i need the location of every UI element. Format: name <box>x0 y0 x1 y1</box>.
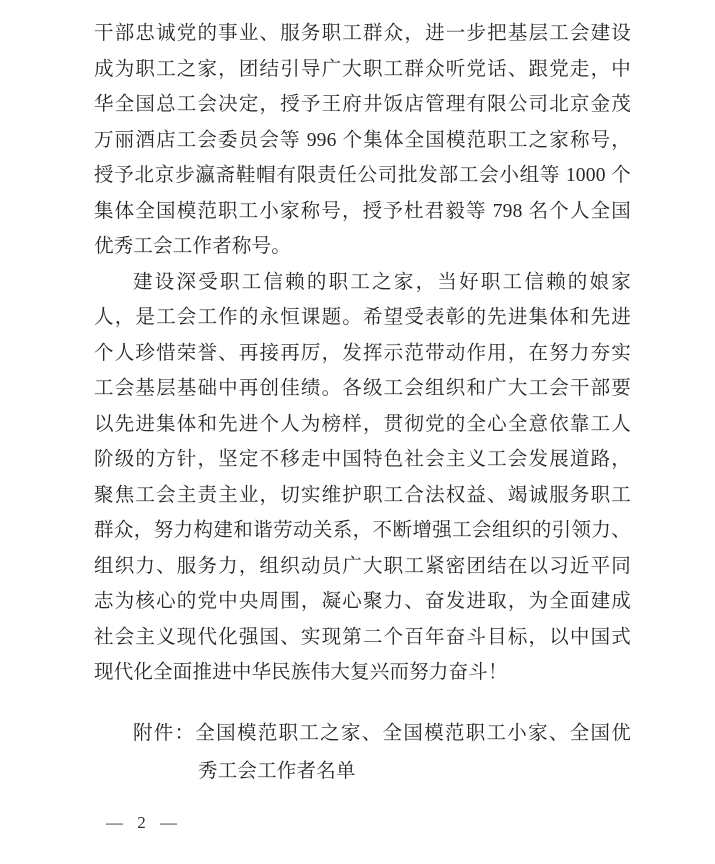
body-line: 授予北京步瀛斋鞋帽有限责任公司批发部工会小组等 1000 个 <box>94 165 631 186</box>
body-line: 集体全国模范职工小家称号，授予杜君毅等 798 名个人全国 <box>94 200 631 222</box>
body-line: 人，是工会工作的永恒课题。希望受表彰的先进集体和先进 <box>94 307 631 328</box>
body-line: 以先进集体和先进个人为榜样，贯彻党的全心全意依靠工人 <box>94 413 631 435</box>
body-line: 聚焦工会主责主业，切实维护职工合法权益、竭诚服务职工 <box>94 484 631 506</box>
body-line: 现代化全面推进中华民族伟大复兴而努力奋斗！ <box>94 662 508 683</box>
attachment-line: 附件：全国模范职工之家、全国模范职工小家、全国优 <box>133 722 631 744</box>
body-line: 建设深受职工信赖的职工之家，当好职工信赖的娘家 <box>133 271 631 293</box>
body-line: 万丽酒店工会委员会等 996 个集体全国模范职工之家称号， <box>94 129 631 151</box>
body-line: 志为核心的党中央周围，凝心聚力、奋发进取，为全面建成 <box>94 591 631 612</box>
body-line: 群众，努力构建和谐劳动关系，不断增强工会组织的引领力、 <box>94 520 631 541</box>
body-line: 组织力、服务力，组织动员广大职工紧密团结在以习近平同 <box>94 555 631 577</box>
body-line: 干部忠诚党的事业、服务职工群众，进一步把基层工会建设 <box>94 23 631 44</box>
body-line: 个人珍惜荣誉、再接再厉，发挥示范带动作用，在努力夯实 <box>94 342 631 364</box>
body-line: 社会主义现代化强国、实现第二个百年奋斗目标，以中国式 <box>94 626 631 648</box>
page-number: — 2 — <box>106 813 178 832</box>
body-line: 工会基层基础中再创佳绩。各级工会组织和广大工会干部要 <box>94 378 631 399</box>
body-line: 成为职工之家，团结引导广大职工群众听党话、跟党走，中 <box>94 58 631 80</box>
document-body <box>94 16 631 791</box>
body-line: 阶级的方针，坚定不移走中国特色社会主义工会发展道路， <box>94 449 631 470</box>
attachment-line: 秀工会工作者名单 <box>198 760 356 782</box>
body-line: 优秀工会工作者称号。 <box>94 236 292 257</box>
attachment-note <box>94 715 631 791</box>
body-line: 华全国总工会决定，授予王府井饭店管理有限公司北京金茂 <box>94 94 631 115</box>
